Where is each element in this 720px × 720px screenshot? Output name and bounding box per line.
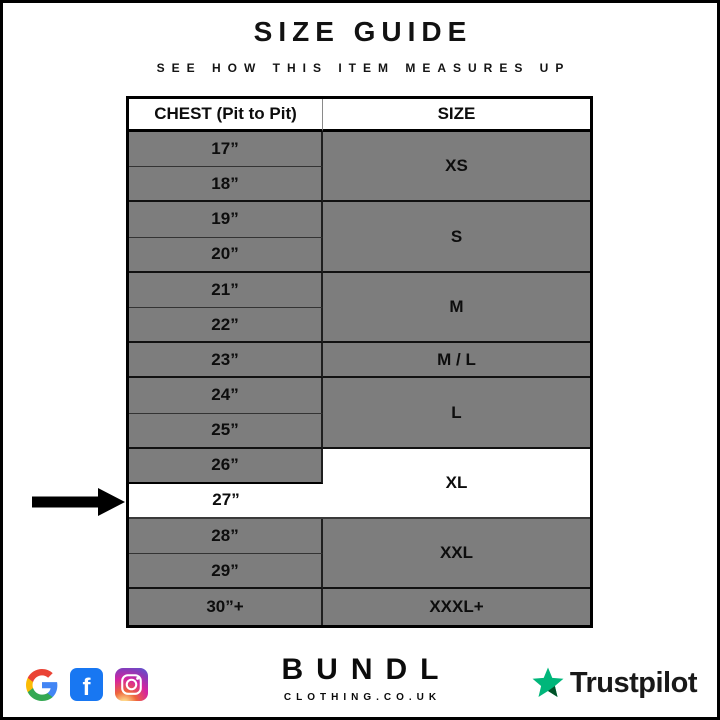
chest-cell: 22”	[129, 308, 323, 343]
chest-column-header: CHEST (Pit to Pit)	[129, 99, 323, 132]
chest-cell: 20”	[129, 238, 323, 273]
chest-cell: 21”	[129, 273, 323, 308]
chest-cell: 30”+	[129, 589, 323, 624]
selection-arrow-icon	[32, 487, 126, 522]
chest-cell: 24”	[129, 378, 323, 413]
brand-name: BUNDL	[281, 653, 452, 686]
size-cell: L	[323, 378, 590, 448]
chest-cell: 17”	[129, 132, 323, 167]
size-table	[126, 96, 593, 628]
trustpilot-star-icon	[530, 665, 566, 701]
size-cell: XXXL+	[323, 589, 590, 624]
page-subtitle: SEE HOW THIS ITEM MEASURES UP	[156, 61, 571, 75]
chest-cell: 28”	[129, 519, 323, 554]
chest-cell: 29”	[129, 554, 323, 589]
trustpilot-logo[interactable]	[530, 665, 697, 701]
chest-cell: 25”	[129, 414, 323, 449]
footer	[3, 648, 717, 720]
size-column-header: SIZE	[323, 99, 590, 132]
brand-domain: CLOTHING.CO.UK	[283, 692, 442, 703]
chest-cell: 26”	[129, 449, 323, 484]
page-title: SIZE GUIDE	[253, 16, 473, 47]
size-cell-highlighted: XL	[323, 449, 590, 519]
size-cell: XS	[323, 132, 590, 202]
size-cell: S	[323, 202, 590, 272]
chest-cell: 19”	[129, 202, 323, 237]
chest-cell-highlighted: 27”	[129, 484, 323, 519]
size-cell: M / L	[323, 343, 590, 378]
chest-cell: 23”	[129, 343, 323, 378]
size-cell: XXL	[323, 519, 590, 589]
size-cell: M	[323, 273, 590, 343]
trustpilot-label: Trustpilot	[569, 666, 697, 699]
facebook-icon[interactable]: f	[70, 668, 103, 701]
chest-cell: 18”	[129, 167, 323, 202]
